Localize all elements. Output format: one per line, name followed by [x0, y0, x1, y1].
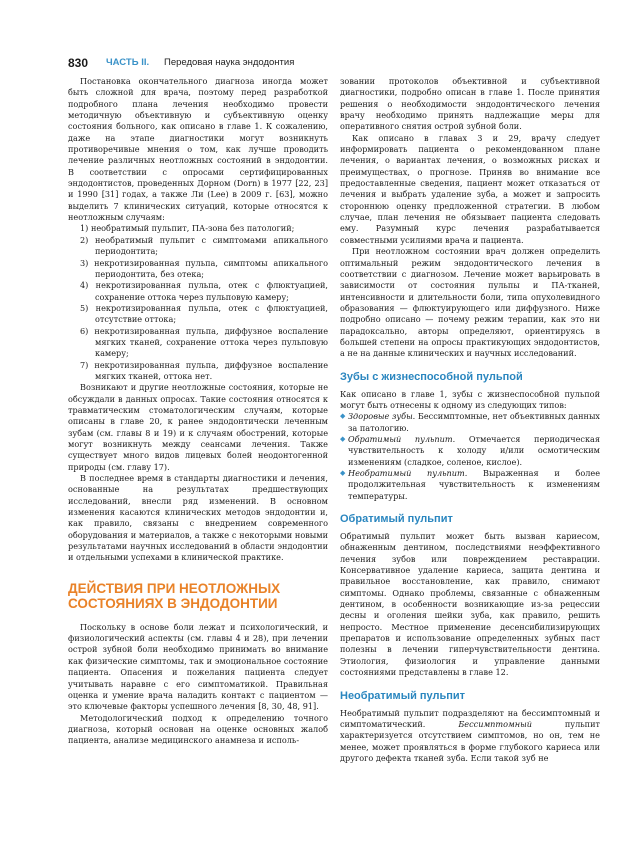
list-item	[340, 411, 600, 434]
paragraph	[340, 708, 600, 765]
paragraph: В последнее время в стандарты диагностики и лечения, основанные на результатах предшествующих исследований, внесли ряд изменений. В основном изменения касаются клинических методов эндодонтии и, как правило, связаны с внедрением современного оборудования и материалов, а также с некоторыми новыми результатами научных исследований в области эндодонтии и отдельными успехами в клинической практике.	[68, 473, 328, 563]
list-text: Бессимптомные, нет объективных данных за патологию.	[348, 411, 600, 433]
paragraph: Как описано в главах 3 и 29, врачу следует информировать пациента о рекомендованном плане лечения, о вариантах лечения, о возможных рисках и преимуществах, о прогнозе. Приняв во внимание все предоставленные сведения, пациент может отказаться от лечения и выбрать удаление зуба, а может и запросить стороннюю оценку предложенной стратегии. В любом случае, план лечения не обязывает пациента следовать ему. Разумный курс лечения разрабатывается совместными усилиями врача и пациента.	[340, 132, 600, 245]
list-number: 1)	[80, 223, 89, 234]
paragraph: Обратимый пульпит может быть вызван кариесом, обнаженным дентином, последствиями неэффективного лечения зубов или повреждением реставрации. Консервативное удаление кариеса, защита дентина и правильное восстановление, как правило, снимают симптомы. Однако проблемы, связанные с обнаженным дентином, в особенности возникающие из-за рецессии десны и оголения шейки зуба, как правило, решить непросто. Местное применение десенсибилизирующих препаратов и использование определенных зубных паст полезны в лечении гиперчувствительности дентина. Этиология, физиология и управление данными состояниями представлены в главе 12.	[340, 531, 600, 678]
paragraph: Как описано в главе 1, зубы с жизнеспособной пульпой могут быть отнесены к одному из следующих типов:	[340, 388, 600, 410]
part-label: ЧАСТЬ II.	[106, 57, 150, 68]
list-item	[68, 223, 328, 234]
diamond-bullet-icon: ◆	[340, 434, 346, 443]
diamond-bullet-icon: ◆	[340, 412, 346, 421]
list-text: некротизированная пульпа, симптомы апикального периодонтита, без отека;	[94, 257, 328, 279]
list-text: некротизированная пульпа, диффузное воспаление мягких тканей, сохранение оттока через пульповую камеру;	[94, 325, 328, 359]
paragraph: Постановка окончательного диагноза иногда может быть сложной для врача, поэтому перед разработкой подробного плана лечения необходимо провести методичную объективную и субъективную оценку состояния больного, как описано в главе 1. К сожалению, даже на этапе диагностики могут возникнуть противоречивые мнения о том, как лучше проводить лечение различных неотложных состояний в эндодонтии. В соответствии с опросами сертифицированных эндодонтистов, проведенных Дорном (Dorn) в 1977 [22, 23] и 1990 [31] годах, а также Ли (Lee) в 2009 г. [63], можно выделить 7 клинических ситуаций, которые относятся к неотложным случаям:	[68, 76, 328, 223]
list-item	[68, 303, 328, 326]
list-text: необратимый пульпит с симптомами апикального периодонтита;	[94, 234, 328, 257]
list-number: 5)	[80, 302, 89, 313]
paragraph: Поскольку в основе боли лежат и психологический, и физиологический аспекты (см. главы 4 и 28), при лечении острой зубной боли необходимо принимать во внимание как физические симптомы, так и эмоциональное состояние пациента. Опасения и пожелания пациента следует учитывать наравне с его симптоматикой. Правильная оценка и умение врача наладить контакт с пациентом — это ключевые факторы успешного лечения [8, 30, 48, 91].	[68, 621, 328, 712]
list-term: Обратимый пульпит.	[348, 433, 456, 444]
paragraph: Возникают и другие неотложные состояния, которые не обсуждали в данных опросах. Такие состояния относятся к травматическим стоматологическим случаям, которые описаны в главе 20, к ранее эндодонтически леченным зубам (см. главы 8 и 19) и к случаям обострений, которые могут возникнуть между сеансами лечения. Также существует много видов лицевых болей неодонтогенной природы (см. главу 17).	[68, 382, 328, 472]
list-text: некротизированная пульпа, отек с флюктуацией, сохранение оттока через пульповую камеру;	[95, 280, 328, 302]
subsection-heading: Зубы с жизнеспособной пульпой	[340, 370, 523, 383]
italic-term: Бессимптомный	[458, 718, 532, 729]
left-column	[68, 76, 328, 747]
paragraph: При неотложном состоянии врач должен определить оптимальный режим эндодонтического лечения в соответствии с диагнозом. Лечение может варьировать в зависимости от состояния пульпы и ПА-тканей, интенсивности и длительности боли, типа опухолевидного образования — флюктуирующего или диффузного. Ниже подробно описано — почему режим терапии, как это ни парадоксально, авторы определяют, ориентируясь в большей степени на опросы практикующих эндодонтистов, а не на данные клинических и научных исследований.	[340, 246, 600, 359]
part-title: Передовая наука эндодонтия	[164, 57, 295, 68]
list-text: Отмечается периодическая чувствительность к холоду и/или осмотическим изменениям (сладкое, соленое, кислое).	[348, 433, 600, 467]
diamond-bullet-icon: ◆	[340, 469, 346, 477]
list-text: некротизированная пульпа, отек с флюктуацией, отсутствие оттока;	[95, 302, 328, 325]
list-item	[340, 468, 600, 502]
page-header	[68, 56, 588, 72]
list-text: Выраженная и более продолжительная чувствительность к изменениям температуры.	[348, 468, 600, 501]
list-number: 6)	[80, 325, 89, 336]
list-number: 4)	[80, 280, 89, 291]
list-number: 3)	[80, 257, 89, 268]
page-number: 830	[68, 56, 89, 70]
list-text: необратимый пульпит, ПА-зона без патологий;	[90, 223, 295, 234]
section-heading: ДЕЙСТВИЯ ПРИ НЕОТЛОЖНЫХ СОСТОЯНИЯХ В ЭНДОДОНТИИ	[68, 580, 281, 611]
list-item	[340, 434, 600, 468]
list-number: 2)	[80, 234, 89, 245]
subsection-heading: Необратимый пульпит	[340, 689, 466, 702]
list-item	[68, 258, 328, 281]
emergency-situations-list	[68, 223, 328, 382]
text-run: пульпит характеризуется отсутствием симптомов, но он, тем не менее, может проявляться в форме глубокого кариеса или другого дефекта тканей зуба. Если такой зуб не	[340, 718, 600, 763]
subsection-heading: Обратимый пульпит	[340, 513, 453, 526]
text-run: Необратимый пульпит подразделяют на бессимптомный и симптоматический.	[340, 707, 600, 729]
list-item	[68, 360, 328, 383]
list-item	[68, 326, 328, 360]
paragraph: Методологический подход к определению точного диагноза, который основан на оценке основных жалоб пациента, анализе медицинского анамнеза и исполь-	[68, 712, 328, 746]
right-column	[340, 76, 600, 764]
list-text: некротизированная пульпа, диффузное воспаление мягких тканей, оттока нет.	[94, 359, 328, 381]
list-term: Здоровые зубы.	[348, 411, 416, 422]
paragraph: зовании протоколов объективной и субъективной диагностики, подробно описан в главе 1. После принятия решения о необходимости эндодонтического лечения врачу необходимо принять надлежащие меры для оперативного снятия острой зубной боли.	[340, 76, 600, 132]
list-term: Необратимый пульпит.	[348, 468, 468, 478]
list-number: 7)	[80, 359, 89, 370]
pulp-types-list	[340, 411, 600, 502]
list-item	[68, 280, 328, 303]
list-item	[68, 235, 328, 258]
